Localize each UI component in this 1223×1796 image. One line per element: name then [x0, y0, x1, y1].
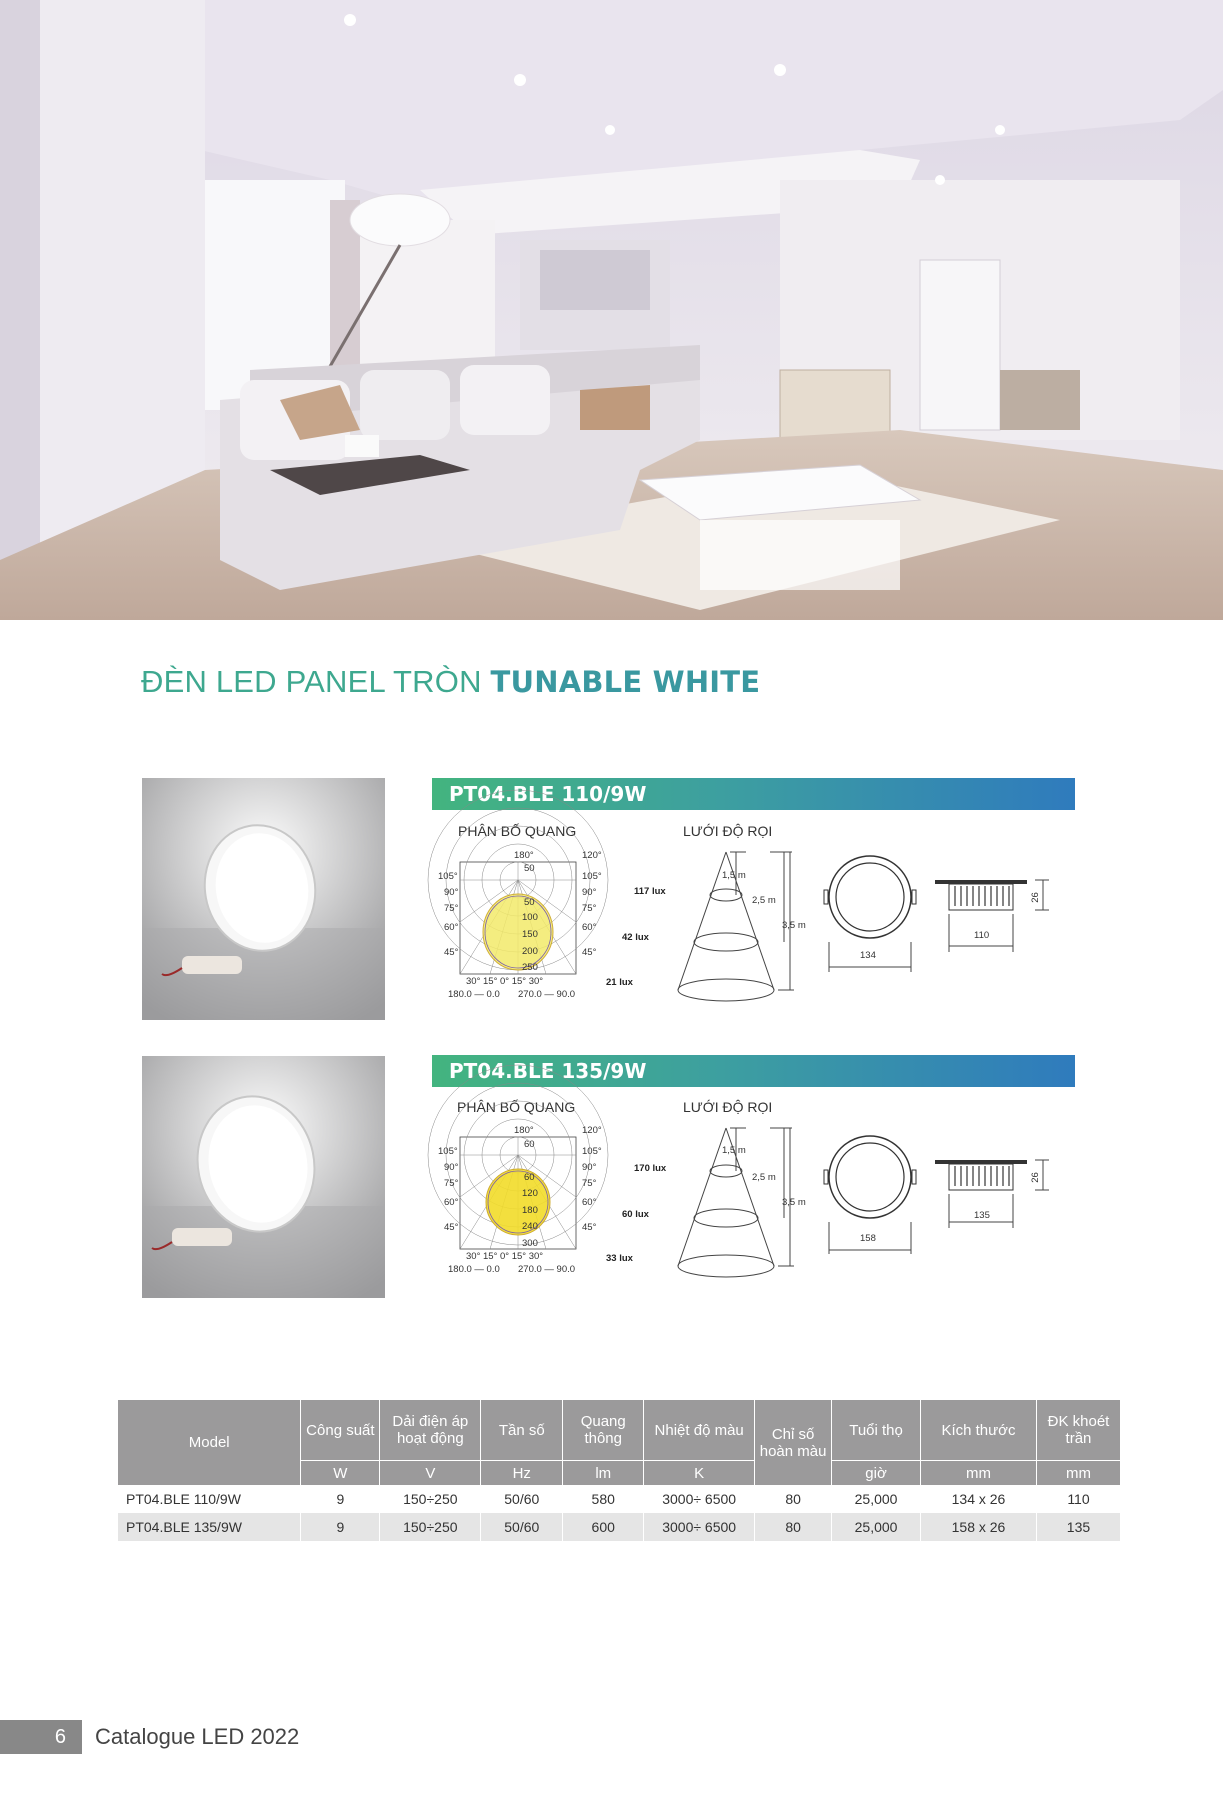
lux-label: 170 lux — [634, 1163, 667, 1174]
polar-right-angle: 45° — [582, 947, 597, 958]
table-header-row — [118, 1400, 1121, 1461]
distance-label: 1,5 m — [722, 870, 746, 881]
section-title — [141, 664, 760, 700]
lux-label: 42 lux — [622, 932, 649, 943]
hero-photo — [0, 0, 1223, 620]
outer-diameter-label: 158 — [860, 1233, 876, 1244]
table-cell: 80 — [755, 1513, 832, 1541]
unit-cell: mm — [1036, 1461, 1120, 1486]
title-normal: ĐÈN LED PANEL TRÒN — [141, 664, 482, 699]
outer-diameter-label: 134 — [860, 950, 876, 961]
unit-cell: W — [301, 1461, 380, 1486]
header-frequency: Tần số — [481, 1400, 563, 1461]
unit-cell: Hz — [481, 1461, 563, 1486]
distance-label: 3,5 m — [782, 920, 806, 931]
polar-right-angle: 60° — [582, 922, 597, 933]
polar-right-angle: 75° — [582, 1178, 597, 1189]
header-model: Model — [118, 1400, 301, 1485]
distribution-label: PHÂN BỐ QUANG — [458, 823, 577, 839]
grid-label: LƯỚI ĐỘ RỌI — [683, 1099, 773, 1115]
model-bar-135: PT04.BLE 135/9W — [432, 1055, 1075, 1087]
polar-top-label: 180° — [514, 850, 534, 861]
unit-cell: V — [380, 1461, 481, 1486]
polar-bottom-angles: 30° 15° 0° 15° 30° — [466, 1251, 544, 1262]
polar-chart-110 — [460, 862, 576, 974]
polar-right-angle: 90° — [582, 1162, 597, 1173]
table-cell: 3000÷ 6500 — [644, 1513, 755, 1541]
title-bold: TUNABLE WHITE — [490, 665, 761, 699]
table-cell: 25,000 — [832, 1485, 921, 1513]
table-cell: 110 — [1036, 1485, 1120, 1513]
table-cell: 134 x 26 — [921, 1485, 1037, 1513]
table-cell: 158 x 26 — [921, 1513, 1037, 1541]
product-photo-110 — [142, 778, 385, 1020]
polar-ring-label: 60 — [524, 1139, 535, 1150]
table-cell: 580 — [563, 1485, 644, 1513]
table-row — [118, 1485, 1121, 1513]
polar-left-angle: 90° — [444, 1162, 459, 1173]
polar-ring-label: 100 — [522, 912, 538, 923]
model-bar-110: PT04.BLE 110/9W — [432, 778, 1075, 810]
unit-cell: K — [644, 1461, 755, 1486]
spec-table — [118, 1400, 1121, 1541]
table-cell: 600 — [563, 1513, 644, 1541]
polar-right-angle: 90° — [582, 887, 597, 898]
unit-cell: lm — [563, 1461, 644, 1486]
polar-left-angle: 60° — [444, 922, 459, 933]
header-lifetime: Tuổi thọ — [832, 1400, 921, 1461]
cell-model: PT04.BLE 110/9W — [118, 1485, 301, 1513]
polar-left-angle: 75° — [444, 1178, 459, 1189]
polar-topright-label: 120° — [582, 850, 602, 861]
polar-chart-135 — [460, 1137, 576, 1249]
table-cell: 9 — [301, 1513, 380, 1541]
living-room-illustration — [0, 0, 1223, 620]
polar-ring-label: 180 — [522, 1205, 538, 1216]
polar-right-angle: 105° — [582, 1146, 602, 1157]
product-photo-135 — [142, 1056, 385, 1298]
polar-ring-label: 240 — [522, 1221, 538, 1232]
polar-right-angle: 60° — [582, 1197, 597, 1208]
distance-label: 2,5 m — [752, 895, 776, 906]
table-cell: 9 — [301, 1485, 380, 1513]
lux-label: 33 lux — [606, 1253, 633, 1264]
polar-ring-label: 120 — [522, 1188, 538, 1199]
height-label: 26 — [1029, 1172, 1041, 1183]
header-cct: Nhiệt độ màu — [644, 1400, 755, 1461]
polar-left-angle: 90° — [444, 887, 459, 898]
table-cell: 150÷250 — [380, 1513, 481, 1541]
polar-ring-label: 250 — [522, 962, 538, 973]
polar-left-angle: 45° — [444, 1222, 459, 1233]
page-number: 6 — [0, 1720, 82, 1754]
polar-right-angle: 45° — [582, 1222, 597, 1233]
cell-model: PT04.BLE 135/9W — [118, 1513, 301, 1541]
lux-label: 117 lux — [634, 886, 666, 897]
polar-ring-label: 300 — [522, 1238, 538, 1249]
table-cell: 80 — [755, 1485, 832, 1513]
polar-legend-a: 180.0 — 0.0 — [448, 1264, 500, 1275]
distance-label: 1,5 m — [722, 1145, 746, 1156]
polar-left-angle: 45° — [444, 947, 459, 958]
table-cell: 50/60 — [481, 1485, 563, 1513]
polar-topright-label: 120° — [582, 1125, 602, 1136]
polar-ring-label: 200 — [522, 946, 538, 957]
header-voltage: Dải điện áp hoạt động — [380, 1400, 481, 1461]
polar-left-angle: 105° — [438, 1146, 458, 1157]
polar-left-angle: 105° — [438, 871, 458, 882]
polar-legend-b: 270.0 — 90.0 — [518, 1264, 576, 1275]
unit-cell: mm — [921, 1461, 1037, 1486]
distance-label: 3,5 m — [782, 1197, 806, 1208]
grid-label: LƯỚI ĐỘ RỌI — [683, 823, 773, 839]
cut-diameter-label: 110 — [974, 930, 990, 941]
table-cell: 150÷250 — [380, 1485, 481, 1513]
polar-right-angle: 105° — [582, 871, 602, 882]
lux-label: 60 lux — [622, 1209, 649, 1220]
lux-label: 21 lux — [606, 977, 633, 988]
height-label: 26 — [1029, 892, 1041, 903]
polar-top-label: 180° — [514, 1125, 534, 1136]
polar-legend-a: 180.0 — 0.0 — [448, 989, 500, 1000]
polar-legend-b: 270.0 — 90.0 — [518, 989, 576, 1000]
header-lumen: Quang thông — [563, 1400, 644, 1461]
distribution-label: PHÂN BỐ QUANG — [457, 1099, 576, 1115]
polar-ring-label: 150 — [522, 929, 538, 940]
table-cell: 50/60 — [481, 1513, 563, 1541]
cut-diameter-label: 135 — [974, 1210, 990, 1221]
polar-ring-label: 60 — [524, 1172, 535, 1183]
polar-bottom-angles: 30° 15° 0° 15° 30° — [466, 976, 544, 987]
table-cell: 3000÷ 6500 — [644, 1485, 755, 1513]
table-cell: 135 — [1036, 1513, 1120, 1541]
header-cri: Chỉ số hoàn màu — [755, 1400, 832, 1485]
catalogue-label: Catalogue LED 2022 — [95, 1724, 300, 1749]
header-power: Công suất — [301, 1400, 380, 1461]
polar-right-angle: 75° — [582, 903, 597, 914]
polar-ring-label: 50 — [524, 897, 535, 908]
polar-left-angle: 60° — [444, 1197, 459, 1208]
distance-label: 2,5 m — [752, 1172, 776, 1183]
table-row — [118, 1513, 1121, 1541]
header-size: Kích thước — [921, 1400, 1037, 1461]
table-cell: 25,000 — [832, 1513, 921, 1541]
unit-cell: giờ — [832, 1461, 921, 1486]
polar-left-angle: 75° — [444, 903, 459, 914]
polar-ring-label: 50 — [524, 863, 535, 874]
header-cutout: ĐK khoét trần — [1036, 1400, 1120, 1461]
